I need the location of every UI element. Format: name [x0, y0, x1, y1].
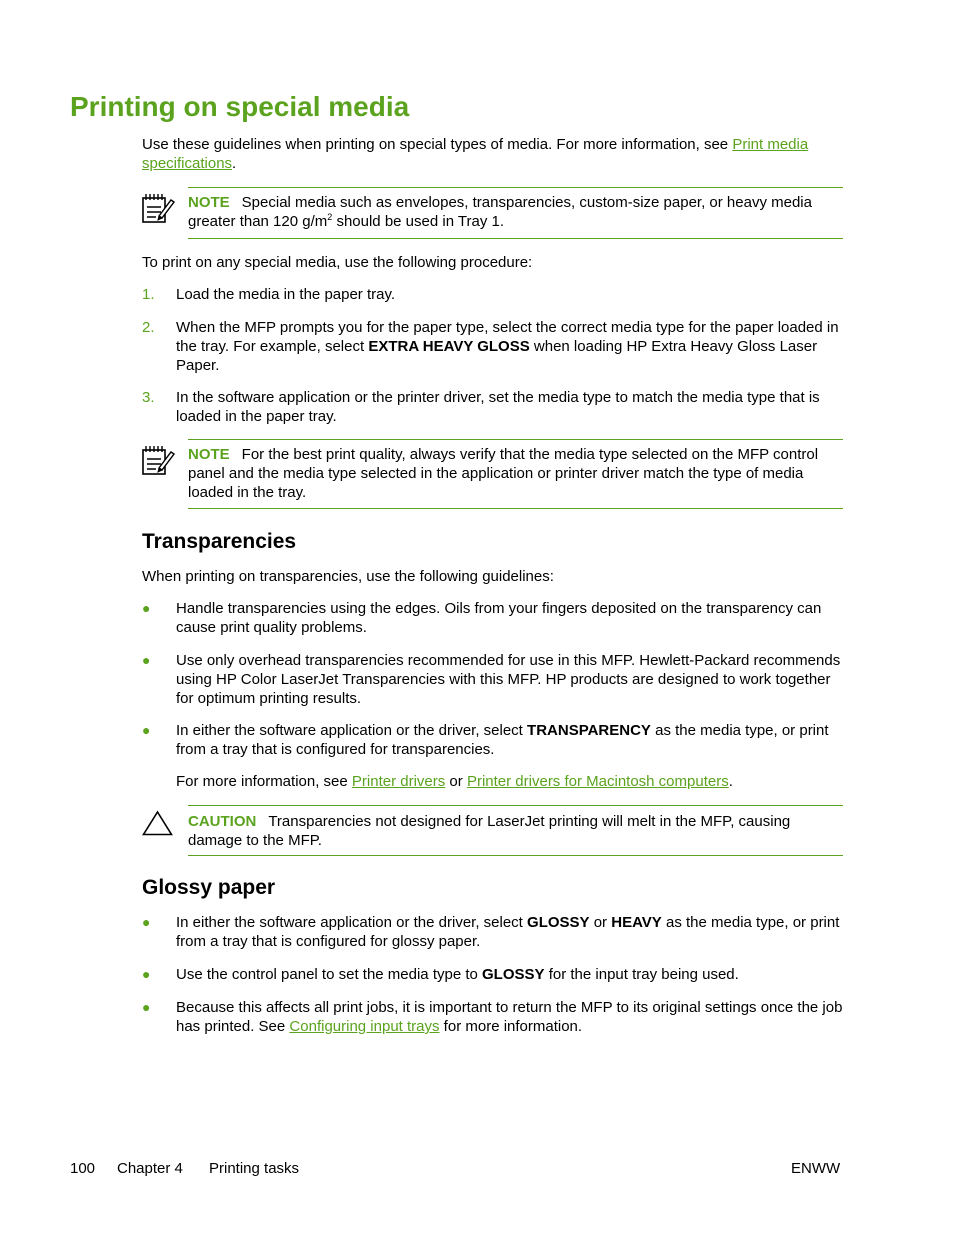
more-info-text: or	[445, 773, 467, 790]
printer-drivers-macintosh-link[interactable]: Printer drivers for Macintosh computers	[466, 773, 729, 790]
bullet-text-part: In either the software application or the driver, select	[176, 722, 528, 739]
bullet-text-part: or	[589, 914, 612, 931]
note-top-rule	[188, 439, 843, 440]
step-text	[176, 318, 843, 375]
step-text: In the software application or the printer driver, set the media type to match the media type that is loaded in the paper tray.	[176, 389, 820, 425]
note-pencil-icon	[141, 192, 175, 224]
intro-text: Use these guidelines when printing on special types of media. For more information, see	[142, 136, 733, 153]
bullet-icon: ●	[142, 999, 151, 1015]
more-info-text: For more information, see	[176, 773, 352, 790]
bullet-icon: ●	[142, 914, 151, 930]
note-print-quality	[188, 445, 843, 502]
bullet-text-part: as the media type, or print from a tray that is configured for transparencies.	[176, 722, 829, 758]
bullet-text-part: Because this affects all print jobs, it is important to return the MFP to its original settings once the job has printed. See	[176, 999, 843, 1035]
note-bottom-rule	[188, 508, 843, 509]
bullet-icon: ●	[142, 966, 151, 982]
procedure-intro: To print on any special media, use the following procedure:	[142, 254, 533, 271]
bullet-icon: ●	[142, 600, 151, 616]
transparencies-intro: When printing on transparencies, use the following guidelines:	[142, 568, 554, 585]
note-text-end: should be used in Tray 1.	[332, 213, 505, 230]
bullet-text	[176, 721, 843, 759]
section-heading-transparencies: Transparencies	[142, 530, 297, 553]
bullet-text-part: In either the software application or the driver, select	[176, 914, 528, 931]
note-text: Special media such as envelopes, transparencies, custom-size paper, or heavy media greater than 120 g/m	[188, 194, 812, 230]
bullet-bold-text: GLOSSY	[482, 966, 545, 983]
step-text: Load the media in the paper tray.	[176, 286, 396, 303]
page-title: Printing on special media	[70, 91, 410, 122]
bullet-icon: ●	[142, 722, 151, 738]
note-pencil-icon	[141, 444, 175, 476]
step-text-part: when loading HP Extra Heavy Gloss Laser Paper.	[176, 338, 818, 374]
bullet-text	[176, 965, 843, 984]
note-special-media	[188, 193, 843, 231]
bullet-text-part: for more information.	[439, 1018, 583, 1035]
caution-top-rule	[188, 805, 843, 806]
footer-chapter: Chapter 4	[117, 1160, 183, 1177]
note-bottom-rule	[188, 238, 843, 239]
more-info-paragraph	[176, 772, 843, 791]
footer-enww: ENWW	[791, 1160, 841, 1177]
step-number: 1.	[142, 286, 155, 303]
printer-drivers-link[interactable]: Printer drivers	[351, 773, 446, 790]
footer-chapter-title: Printing tasks	[209, 1160, 300, 1177]
bullet-bold-text: GLOSSY	[527, 914, 590, 931]
note-text: For the best print quality, always verify that the media type selected on the MFP control panel and the media type selected in the application or printer driver match the type of media loaded in the tray.	[188, 446, 819, 501]
caution-text: Transparencies not designed for LaserJet printing will melt in the MFP, causing damage to the MFP.	[188, 813, 791, 849]
bullet-bold-text: TRANSPARENCY	[527, 722, 651, 739]
bullet-icon: ●	[142, 652, 151, 668]
bullet-text-part: for the input tray being used.	[544, 966, 739, 983]
note-label: NOTE	[188, 194, 230, 211]
intro-paragraph	[142, 135, 843, 173]
step-number: 2.	[142, 319, 155, 336]
bullet-text-part: Use the control panel to set the media type to	[176, 966, 483, 983]
caution-bottom-rule	[188, 855, 843, 856]
intro-text-end: .	[232, 155, 237, 172]
step-text-part: When the MFP prompts you for the paper type, select the correct media type for the paper loaded in the tray. For example, select	[176, 319, 839, 355]
bullet-text	[176, 998, 843, 1036]
footer-page-number: 100	[70, 1160, 96, 1177]
bullet-text: Handle transparencies using the edges. Oils from your fingers deposited on the transparency can cause print quality problems.	[176, 600, 822, 636]
step-bold-text: EXTRA HEAVY GLOSS	[368, 338, 530, 355]
step-number: 3.	[142, 389, 155, 406]
note-top-rule	[188, 187, 843, 188]
print-media-specifications-link[interactable]: Print media specifications	[142, 136, 809, 172]
bullet-text	[176, 913, 843, 951]
bullet-bold-text: HEAVY	[611, 914, 662, 931]
bullet-text-part: as the media type, or print from a tray that is configured for glossy paper.	[176, 914, 840, 950]
note-label: NOTE	[188, 446, 230, 463]
more-info-text: .	[728, 773, 733, 790]
section-heading-glossy: Glossy paper	[142, 876, 276, 899]
note-superscript: 2	[327, 212, 333, 222]
caution-transparencies	[188, 812, 843, 850]
bullet-text: Use only overhead transparencies recommended for use in this MFP. Hewlett-Packard recommends using HP Color LaserJet Transparencies with this MFP. HP products are designed to work together for optimum printing results.	[176, 652, 841, 707]
configuring-input-trays-link[interactable]: Configuring input trays	[289, 1018, 440, 1035]
caution-triangle-icon	[142, 810, 173, 836]
caution-label: CAUTION	[188, 813, 257, 830]
